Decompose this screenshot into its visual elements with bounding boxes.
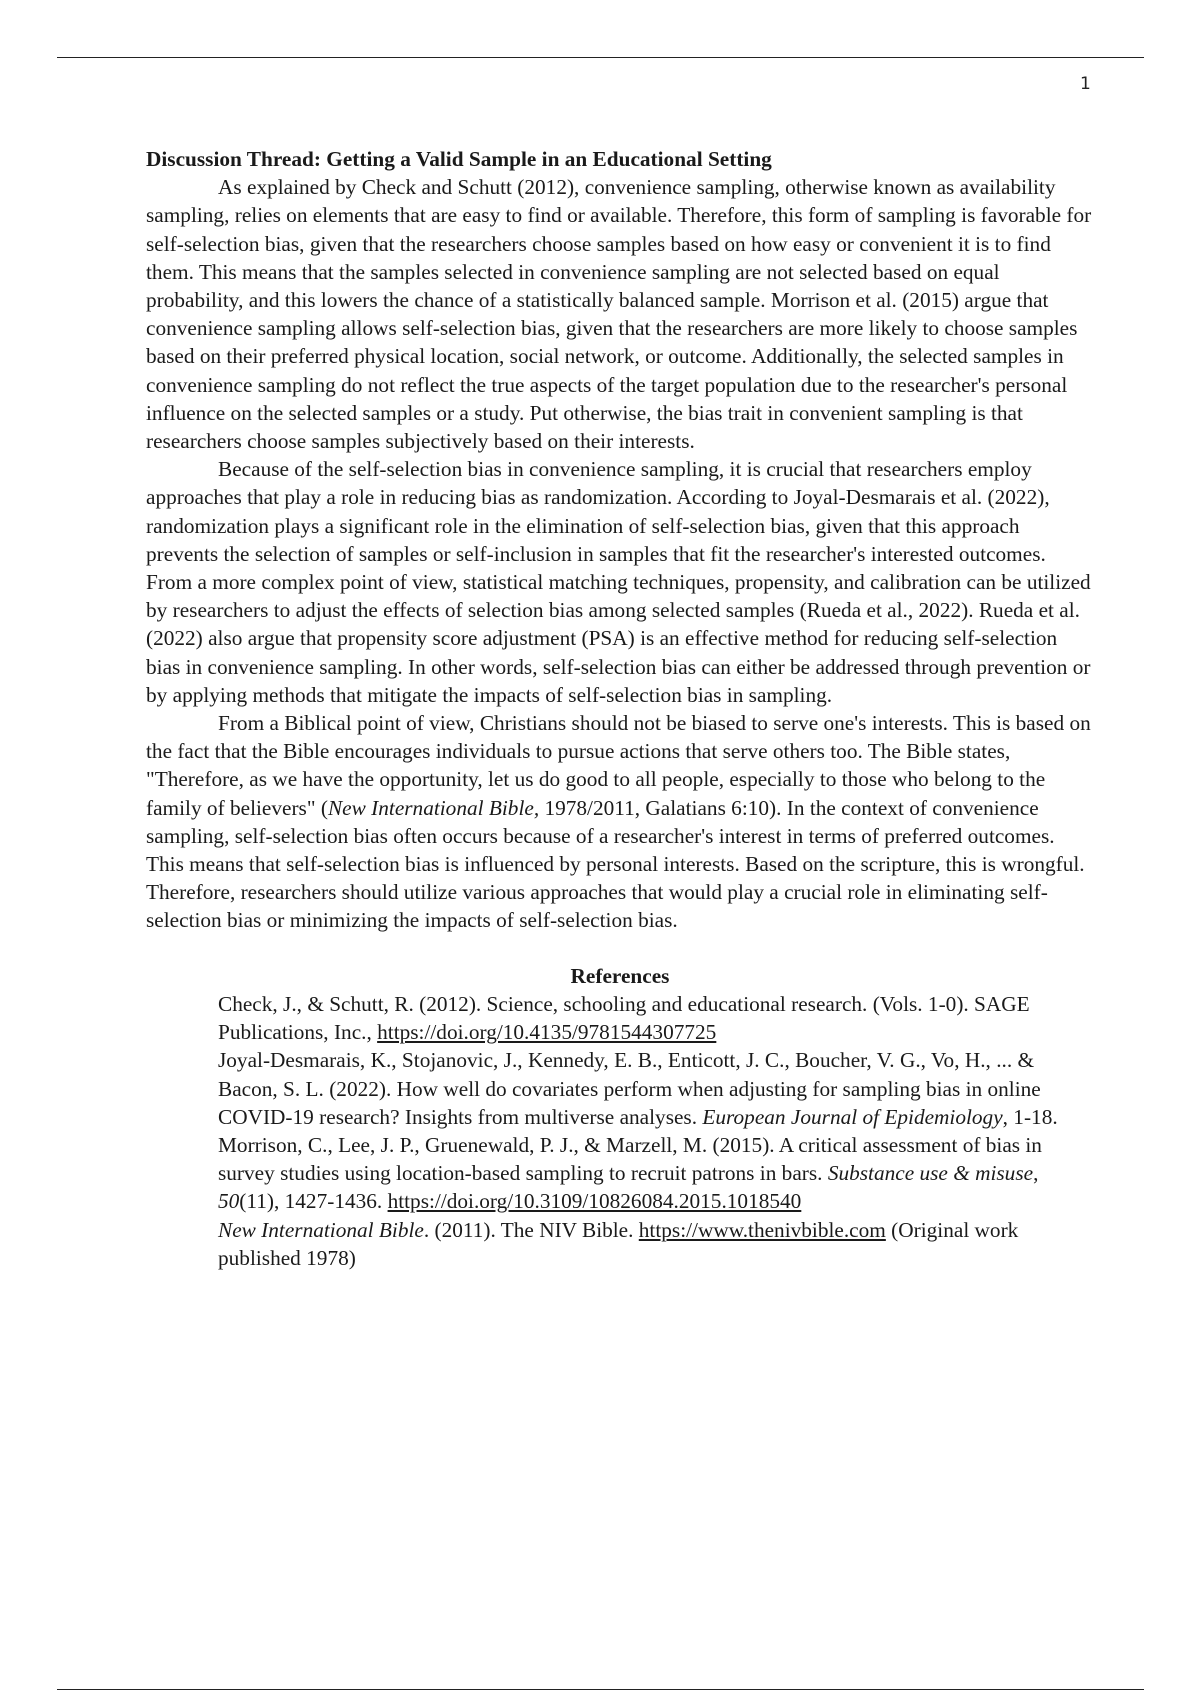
reference-check-text: Check, J., & Schutt, R. (2012). Science, schooling and educational research. (Vols. 1-0). SAGE Publications, Inc., — [218, 991, 1030, 1045]
paragraph-1: As explained by Check and Schutt (2012), convenience sampling, otherwise known as availability sampling, relies on elements that are easy to find or available. Therefore, this form of sampling is favorable for self-selection bias, given that the researchers choose samples based on how easy or convenient it is to find them. This means that the samples selected in convenience sampling are not selected based on equal probability, and this lowers the chance of a statistically balanced sample. Morrison et al. (2015) argue that convenience sampling allows self-selection bias, given that the researchers are more likely to choose samples based on their preferred physical location, social network, or outcome. Additionally, the selected samples in convenience sampling do not reflect the true aspects of the target population due to the researcher's personal influence on the selected samples or a study. Put otherwise, the bias trait in convenient sampling is that researchers choose samples subjectively based on their interests. — [146, 175, 1092, 454]
reference-joyal-text: Joyal-Desmarais, K., Stojanovic, J., Kennedy, E. B., Enticott, J. C., Boucher, V. G., Vo, H., ... & Bacon, S. L. (2022). How well do covariates perform when adjusting for sampling bias in online COVID-19 research? Insights from multiverse analyses. — [218, 1048, 1041, 1129]
reference-morrison-separator: , — [1033, 1161, 1039, 1186]
paragraph-3-citation-title: New International Bible, — [327, 795, 540, 820]
reference-joyal-journal: European Journal of Epidemiology — [702, 1104, 1003, 1129]
references-heading: References — [570, 963, 670, 988]
paragraph-3-text-b: 1978/2011, Galatians 6:10). In the context of convenience sampling, self-selection bias often occurs because of a researcher's interest in terms of preferred outcomes. This means that self-selection bias is influenced by personal interests. Based on the scripture, this is wrongful. Therefore, researchers should utilize various approaches that would play a crucial role in eliminating self-selection bias or minimizing the impacts of self-selection bias. — [146, 795, 1085, 933]
top-rule — [57, 57, 1144, 58]
reference-joyal-pages: , 1-18. — [1002, 1104, 1058, 1129]
reference-morrison-doi-link[interactable]: https://doi.org/10.3109/10826084.2015.1018540 — [387, 1189, 802, 1214]
document-body — [146, 145, 1094, 1272]
paragraph-2: Because of the self-selection bias in convenience sampling, it is crucial that researchers employ approaches that play a role in reducing bias as randomization. According to Joyal-Desmarais et al. (2022), randomization plays a significant role in the elimination of self-selection bias, given that this approach prevents the selection of samples or self-inclusion in samples that fit the researcher's interested outcomes. From a more complex point of view, statistical matching techniques, propensity, and calibration can be utilized by researchers to adjust the effects of selection bias among selected samples (Rueda et al., 2022). Rueda et al. (2022) also argue that propensity score adjustment (PSA) is an effective method for reducing self-selection bias in convenience sampling. In other words, self-selection bias can either be addressed through prevention or by applying methods that mitigate the impacts of self-selection bias in sampling. — [146, 457, 1091, 707]
reference-morrison-text: Morrison, C., Lee, J. P., Gruenewald, P. J., & Marzell, M. (2015). A critical assessment of bias in survey studies using location-based sampling to recruit patrons in bars. — [218, 1132, 1042, 1186]
reference-check-doi-link[interactable]: https://doi.org/10.4135/9781544307725 — [377, 1020, 717, 1045]
reference-niv-tail: (Original work published 1978) — [218, 1217, 1019, 1270]
reference-check-schutt — [218, 990, 1094, 1046]
reference-morrison-journal: Substance use & misuse — [827, 1161, 1034, 1186]
reference-niv-text: . (2011). The NIV Bible. — [423, 1217, 639, 1242]
reference-joyal-desmarais — [218, 1046, 1094, 1131]
reference-niv-link[interactable]: https://www.thenivbible.com — [638, 1217, 886, 1242]
reference-morrison — [218, 1131, 1094, 1216]
reference-morrison-volume: 50 — [218, 1189, 240, 1214]
page-number: 1 — [1080, 74, 1091, 94]
bottom-rule — [57, 1689, 1144, 1690]
reference-niv — [218, 1216, 1094, 1272]
paragraph-3-text-a: From a Biblical point of view, Christians should not be biased to serve one's interests. This is based on the fact that the Bible encourages individuals to pursue actions that serve others too. The Bible states, "Therefore, as we have the opportunity, let us do good to all people, especially to those who belong to the family of believers" ( — [146, 711, 1091, 820]
reference-niv-title: New International Bible — [218, 1217, 424, 1242]
reference-morrison-pages: (11), 1427-1436. — [239, 1189, 388, 1214]
document-title: Discussion Thread: Getting a Valid Sample in an Educational Setting — [146, 147, 772, 171]
paragraph-3 — [146, 709, 1094, 935]
